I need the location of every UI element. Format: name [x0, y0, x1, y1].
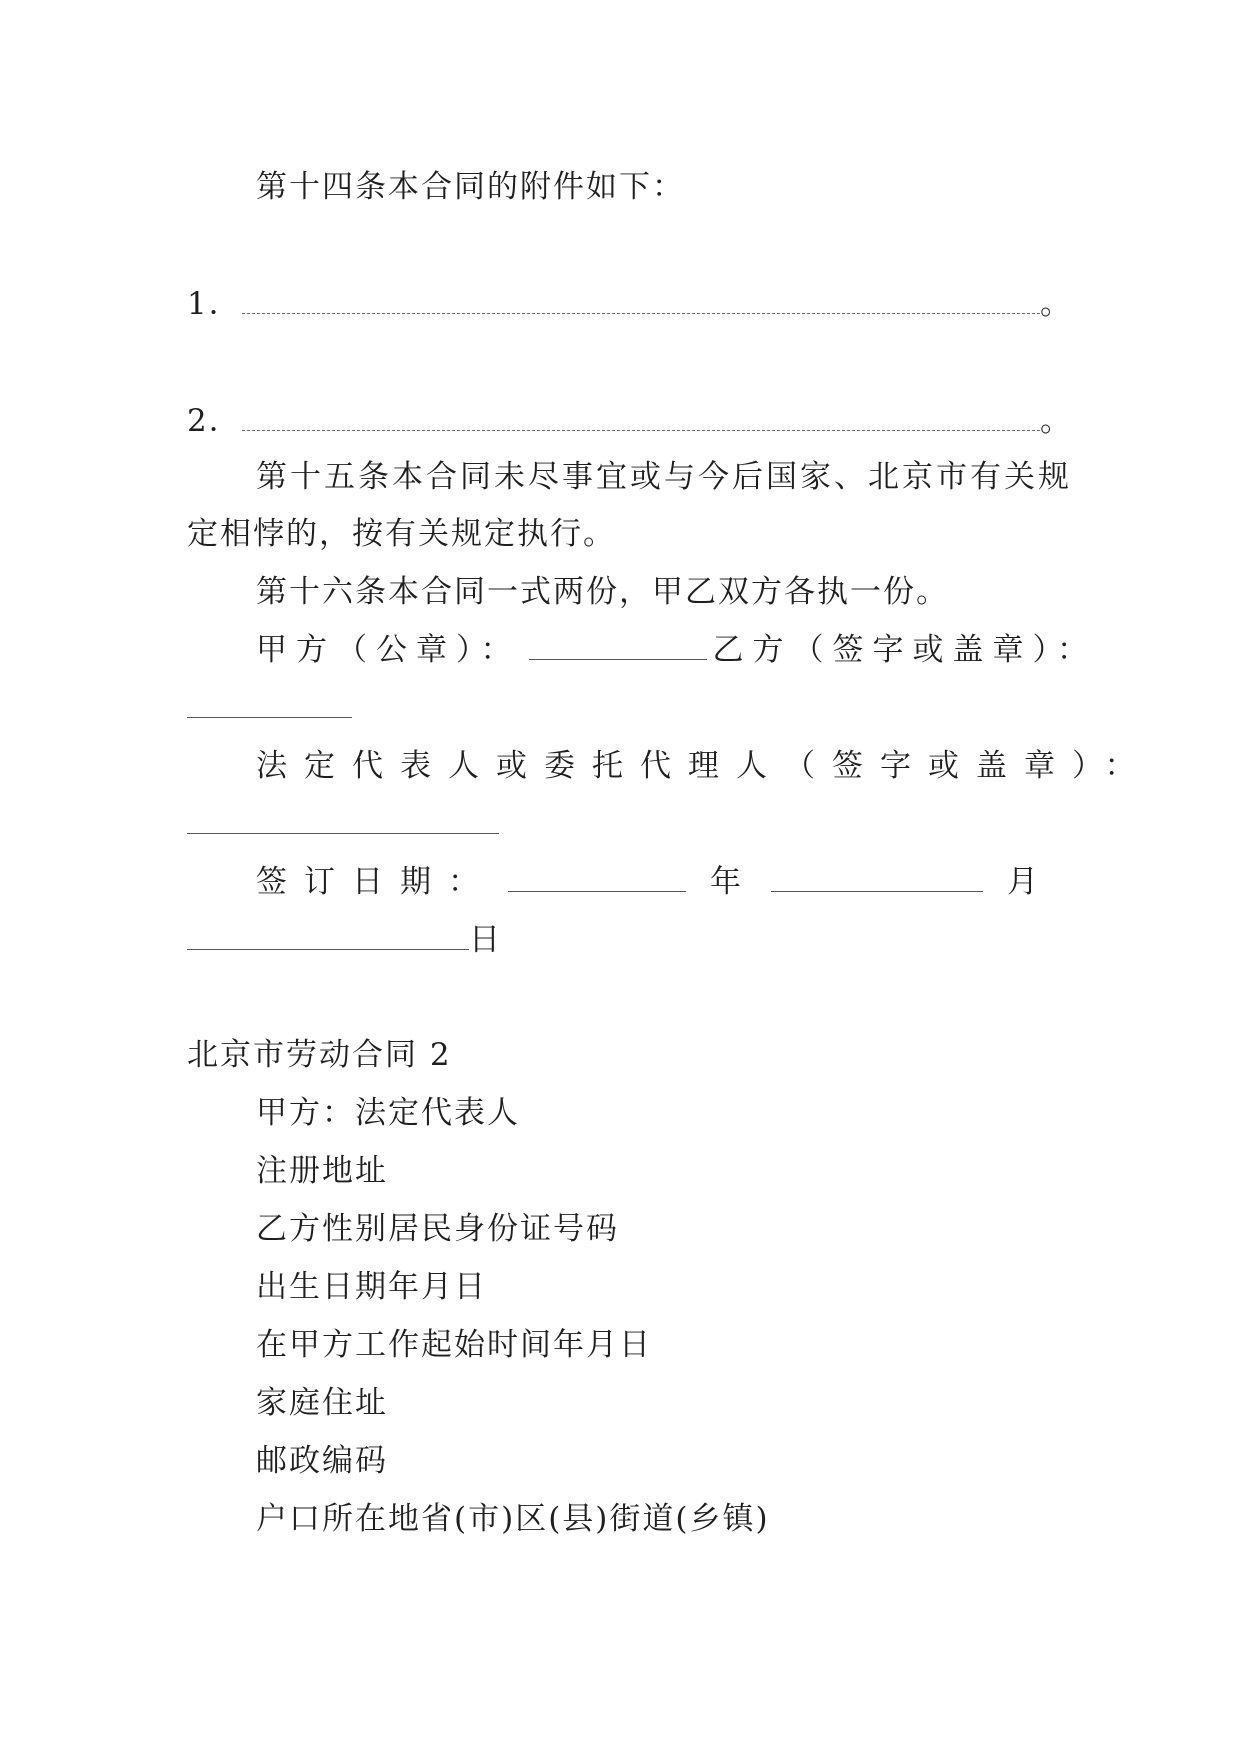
field-employment-start-date: 在甲方工作起始时间年月日 — [256, 1327, 652, 1363]
item-number: 2． — [187, 403, 242, 439]
signing-date-line — [256, 862, 1040, 902]
representative-signature-blank[interactable] — [187, 807, 499, 834]
fill-blank[interactable] — [242, 287, 1040, 314]
period: 。 — [1040, 286, 1073, 322]
party-a-label: 甲方（公章）： — [256, 632, 521, 668]
party-a-seal-blank[interactable] — [529, 633, 707, 660]
field-party-b-gender-id: 乙方性别居民身份证号码 — [256, 1211, 619, 1247]
month-label: 月 — [1007, 864, 1040, 900]
field-birth-date: 出生日期年月日 — [256, 1269, 487, 1305]
year-label: 年 — [710, 864, 743, 900]
field-registered-address: 注册地址 — [256, 1153, 388, 1189]
field-home-address: 家庭住址 — [256, 1385, 388, 1421]
year-blank[interactable] — [508, 865, 686, 892]
article-15-line-1: 第十五条本合同未尽事宜或与今后国家、北京市有关规 — [256, 459, 1072, 495]
party-signature-line — [256, 630, 1097, 670]
field-postal-code: 邮政编码 — [256, 1443, 388, 1479]
day-blank[interactable] — [187, 923, 469, 950]
month-blank[interactable] — [771, 865, 983, 892]
article-15-line-2: 定相悖的，按有关规定执行。 — [187, 516, 616, 552]
party-b-label: 乙方（签字或盖章）： — [712, 632, 1097, 668]
fill-blank[interactable] — [242, 404, 1040, 431]
representative-blank-line — [187, 804, 499, 844]
contract-2-title: 北京市劳动合同 2 — [187, 1037, 452, 1073]
party-b-blank-line — [187, 688, 352, 728]
field-household-registration: 户口所在地省(市)区(县)街道(乡镇) — [256, 1501, 770, 1537]
article-14-heading: 第十四条本合同的附件如下： — [256, 169, 685, 205]
signing-date-label: 签订日期： — [256, 864, 496, 900]
party-b-signature-blank[interactable] — [187, 691, 352, 718]
item-number: 1． — [187, 286, 242, 322]
day-label: 日 — [469, 922, 502, 958]
representative-label: 法定代表人或委托代理人（签字或盖章）： — [256, 748, 1153, 784]
attachment-item-2 — [187, 401, 1073, 441]
field-party-a-representative: 甲方：法定代表人 — [256, 1095, 520, 1131]
article-16: 第十六条本合同一式两份，甲乙双方各执一份。 — [256, 574, 949, 610]
attachment-item-1 — [187, 284, 1073, 324]
period: 。 — [1040, 403, 1073, 439]
day-line — [187, 920, 502, 960]
